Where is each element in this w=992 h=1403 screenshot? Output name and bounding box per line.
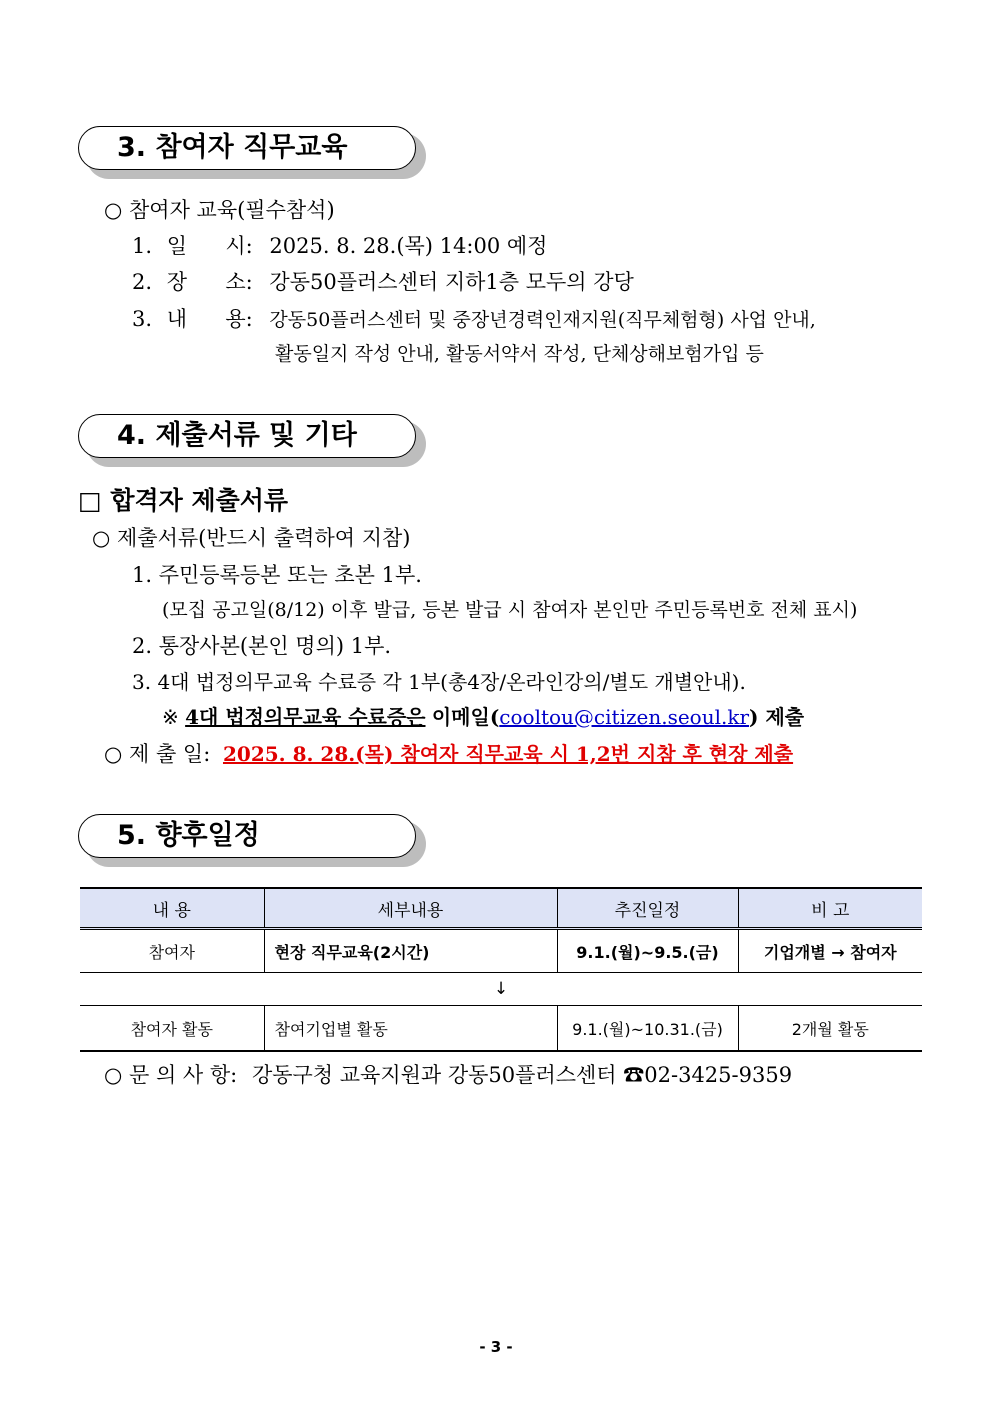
doc-item-3: 3. 4대 법정의무교육 수료증 각 1부(총4장/온라인강의/별도 개별안내). — [132, 670, 746, 694]
note-mark: ※ — [162, 705, 179, 729]
item-number: 3. — [132, 307, 153, 331]
item-text: 2025. 8. 28.(목) 14:00 예정 — [269, 234, 548, 258]
item-label: 일 시: — [166, 234, 253, 258]
submit-date-line — [104, 740, 793, 768]
item-text: 강동50플러스센터 지하1층 모두의 강당 — [269, 270, 634, 294]
doc-item-2: 2. 통장사본(본인 명의) 1부. — [132, 634, 392, 658]
submission-docs-heading: □ 합격자 제출서류 — [78, 486, 289, 515]
section-3-intro: ○ 참여자 교육(필수참석) — [104, 198, 335, 222]
item-number: 2. — [132, 270, 153, 294]
email-note-bold: 4대 법정의무교육 수료증은 — [185, 705, 426, 729]
table-cell: 현장 직무교육(2시간) — [264, 929, 557, 973]
schedule-table — [80, 887, 922, 1052]
email-note-mid: 이메일( — [431, 705, 500, 729]
table-row — [80, 929, 922, 973]
table-arrow-row — [80, 973, 922, 1006]
table-cell: 참여자 활동 — [80, 1006, 264, 1052]
header-cell: 비 고 — [738, 888, 922, 929]
table-header-row — [80, 888, 922, 929]
section-4-heading — [78, 414, 418, 460]
docs-intro: ○ 제출서류(반드시 출력하여 지참) — [92, 526, 411, 550]
email-note — [162, 703, 804, 731]
item-label: 내 용: — [166, 307, 253, 331]
schedule-item-3 — [132, 305, 816, 334]
section-4-title: 4. 제출서류 및 기타 — [78, 414, 416, 458]
table-cell: 참여자 — [80, 929, 264, 973]
item-label: 장 소: — [166, 270, 253, 294]
item-text: 강동50플러스센터 및 중장년경력인재지원(직무체험형) 사업 안내, — [269, 309, 816, 331]
table-cell: 2개월 활동 — [738, 1006, 922, 1052]
header-cell: 추진일정 — [557, 888, 738, 929]
submit-date-text: 2025. 8. 28.(목) 참여자 직무교육 시 1,2번 지참 후 현장 제출 — [222, 742, 794, 766]
table-cell: 참여기업별 활동 — [264, 1006, 557, 1052]
table-row — [80, 1006, 922, 1052]
table-cell: 9.1.(월)~10.31.(금) — [557, 1006, 738, 1052]
item-number: 1. — [132, 234, 153, 258]
header-cell: 세부내용 — [264, 888, 557, 929]
contact-line — [104, 1061, 792, 1089]
section-3-heading — [78, 126, 418, 172]
doc-item-1: 1. 주민등록등본 또는 초본 1부. — [132, 563, 422, 587]
table-cell: 9.1.(월)~9.5.(금) — [557, 929, 738, 973]
email-link[interactable]: cooltou@citizen.seoul.kr — [499, 705, 750, 729]
section-5-title: 5. 향후일정 — [78, 814, 416, 858]
schedule-item-2 — [132, 268, 634, 296]
table-cell: 기업개별 → 참여자 — [738, 929, 922, 973]
contact-label: ○ 문 의 사 항: — [104, 1063, 238, 1087]
page-number: - 3 - — [479, 1338, 513, 1356]
section-3-title: 3. 참여자 직무교육 — [78, 126, 416, 170]
contact-text: 강동구청 교육지원과 강동50플러스센터 ☎02-3425-9359 — [251, 1063, 793, 1087]
schedule-item-3-continued: 활동일지 작성 안내, 활동서약서 작성, 단체상해보험가입 등 — [275, 343, 764, 365]
email-note-end: ) 제출 — [749, 705, 805, 729]
doc-item-1-note: (모집 공고일(8/12) 이후 발급, 등본 발급 시 참여자 본인만 주민등록번호 전체 표시) — [162, 599, 858, 621]
submit-label: ○ 제 출 일: — [104, 742, 211, 766]
schedule-item-1 — [132, 232, 547, 260]
down-arrow-icon: ↓ — [80, 973, 922, 1006]
section-5-heading — [78, 814, 418, 860]
header-cell: 내 용 — [80, 888, 264, 929]
